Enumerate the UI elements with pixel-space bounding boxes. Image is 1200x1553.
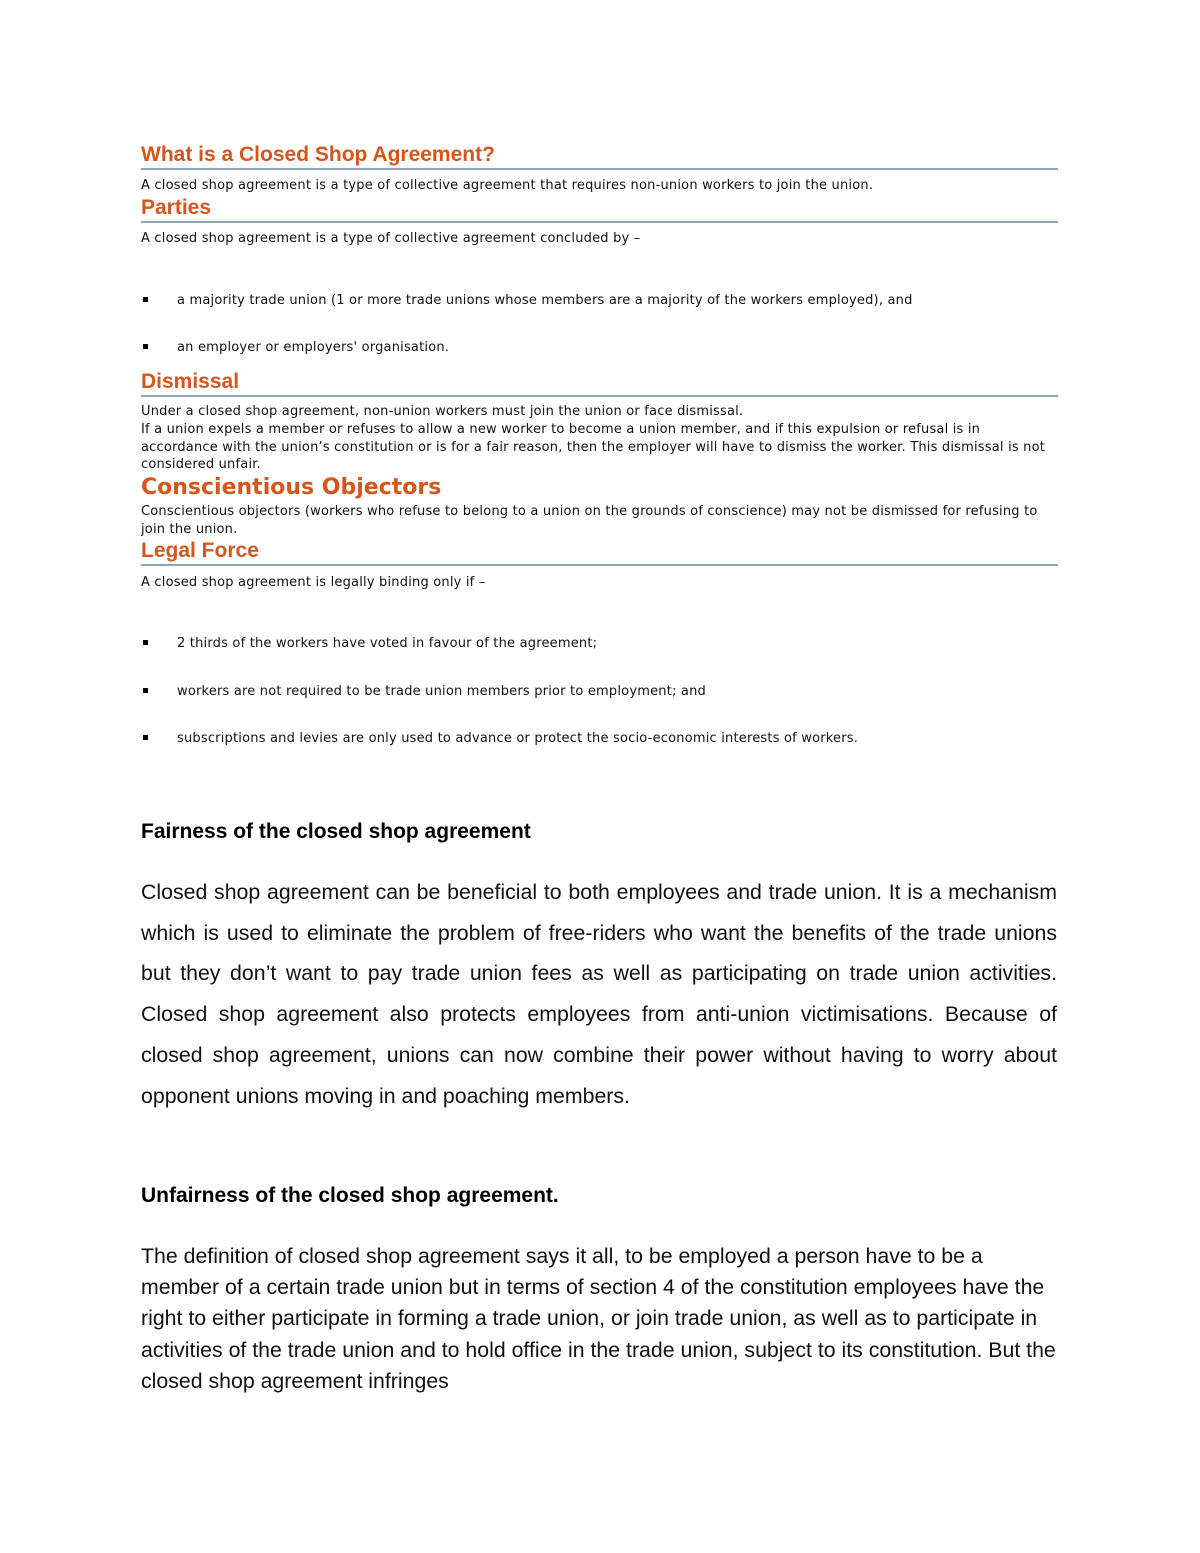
- legal-force-intro: A closed shop agreement is legally binding only if –: [141, 575, 486, 590]
- heading-what-is: What is a Closed Shop Agreement?: [141, 143, 1058, 170]
- parties-bullet-2: an employer or employers' organisation.: [177, 340, 450, 355]
- fairness-paragraph: Closed shop agreement can be beneficial to both employees and trade union. It is a mechanism which is used to eliminate the problem of free-riders who want the benefits of the trade unions but they don’t want to pay trade union fees as well as participating on trade union activities. Closed shop agreement also protects employees from anti-union victimisations. Because of closed shop agreement, unions can now combine their power without having to worry about opponent unions moving in and poaching members.: [141, 880, 1057, 1108]
- heading-objectors: Conscientious Objectors: [141, 475, 442, 500]
- unfairness-paragraph: The definition of closed shop agreement says it all, to be employed a person have to be a member of a certain trade union but in terms of section 4 of the constitution employees have the right to either participate in forming a trade union, or join trade union, as well as to participate in activities of the trade union and to hold office in the trade union, subject to its constitution. But the closed shop agreement infringes: [141, 1244, 1056, 1393]
- dismissal-line-2: If a union expels a member or refuses to allow a new worker to become a union member, and if this expulsion or refusal is in accordance with the union’s constitution or is for a fair reason, then the employer will have to dismiss the worker. This dismissal is not considered unfair.: [141, 422, 1046, 472]
- parties-bullet-1: a majority trade union (1 or more trade unions whose members are a majority of the workers employed), and: [177, 293, 913, 308]
- heading-parties: Parties: [141, 196, 1058, 223]
- heading-unfairness: Unfairness of the closed shop agreement.: [141, 1184, 559, 1207]
- heading-fairness: Fairness of the closed shop agreement: [141, 820, 531, 843]
- bullet-square-icon: [143, 297, 148, 302]
- legal-bullet-3: subscriptions and levies are only used to advance or protect the socio-economic interests of workers.: [177, 731, 859, 746]
- bullet-square-icon: [143, 688, 148, 693]
- bullet-square-icon: [143, 640, 148, 645]
- heading-legal-force: Legal Force: [141, 539, 1058, 566]
- bullet-square-icon: [143, 735, 148, 740]
- heading-dismissal: Dismissal: [141, 370, 1058, 397]
- dismissal-line-1: Under a closed shop agreement, non-union workers must join the union or face dismissal.: [141, 404, 744, 419]
- what-is-text: A closed shop agreement is a type of collective agreement that requires non-union workers to join the union.: [141, 178, 874, 193]
- parties-intro: A closed shop agreement is a type of collective agreement concluded by –: [141, 231, 641, 246]
- objectors-text: Conscientious objectors (workers who refuse to belong to a union on the grounds of conscience) may not be dismissed for refusing to join the union.: [141, 504, 1038, 537]
- bullet-square-icon: [143, 344, 148, 349]
- legal-bullet-2: workers are not required to be trade union members prior to employment; and: [177, 684, 706, 699]
- legal-bullet-1: 2 thirds of the workers have voted in favour of the agreement;: [177, 636, 598, 651]
